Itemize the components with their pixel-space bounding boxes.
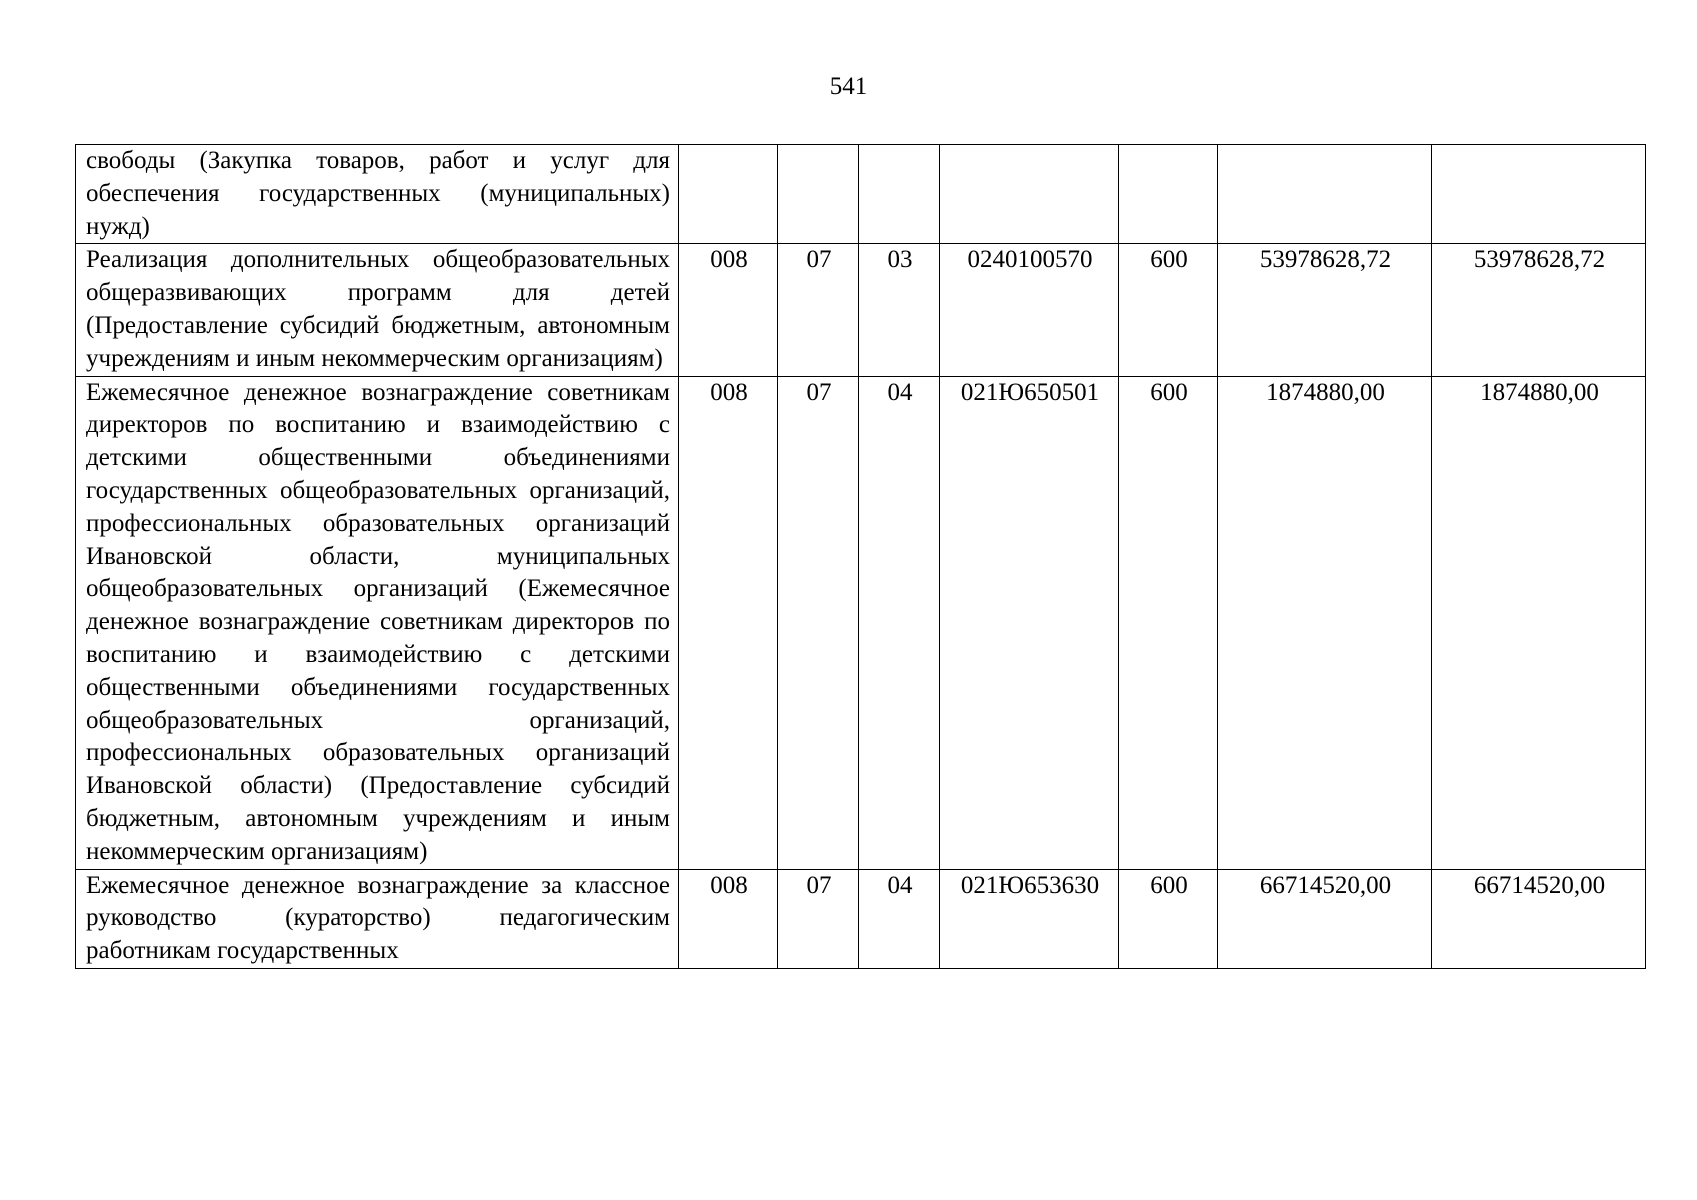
amount-year-2: 66714520,00 [1432,869,1646,968]
expense-type-code: 600 [1119,869,1218,968]
row-description: Реализация дополнительных общеобразовательных общеразвивающих программ для детей (Предоставление субсидий бюджетным, автономным учреждениям и иным некоммерческим организациям) [76,244,679,376]
subsection-code [859,145,940,244]
target-article-code: 0240100570 [940,244,1119,376]
section-code [778,145,859,244]
expense-type-code [1119,145,1218,244]
grbs-code: 008 [679,244,778,376]
amount-year-2: 53978628,72 [1432,244,1646,376]
table-row [76,869,1646,968]
subsection-code: 04 [859,376,940,869]
row-description: Ежемесячное денежное вознаграждение за классное руководство (кураторство) педагогическим работникам государственных [76,869,679,968]
row-description: Ежемесячное денежное вознаграждение советникам директоров по воспитанию и взаимодействию с детскими общественными объединениями государственных общеобразовательных организаций, профессиональных образовательных организаций Ивановской области, муниципальных общеобразовательных организаций (Ежемесячное денежное вознаграждение советникам директоров по воспитанию и взаимодействию с детскими общественными объединениями государственных общеобразовательных организаций, профессиональных образовательных организаций Ивановской области) (Предоставление субсидий бюджетным, автономным учреждениям и иным некоммерческим организациям) [76,376,679,869]
expense-type-code: 600 [1119,244,1218,376]
target-article-code: 021Ю650501 [940,376,1119,869]
budget-table [75,144,1646,969]
amount-year-1: 1874880,00 [1218,376,1432,869]
page-number: 541 [829,73,868,100]
target-article-code [940,145,1119,244]
table-row [76,145,1646,244]
section-code: 07 [778,869,859,968]
section-code: 07 [778,244,859,376]
row-description: свободы (Закупка товаров, работ и услуг для обеспечения государственных (муниципальных) нужд) [76,145,679,244]
table-row [76,376,1646,869]
amount-year-1 [1218,145,1432,244]
grbs-code [679,145,778,244]
amount-year-1: 66714520,00 [1218,869,1432,968]
subsection-code: 04 [859,869,940,968]
amount-year-1: 53978628,72 [1218,244,1432,376]
table-row [76,244,1646,376]
grbs-code: 008 [679,376,778,869]
grbs-code: 008 [679,869,778,968]
amount-year-2 [1432,145,1646,244]
expense-type-code: 600 [1119,376,1218,869]
section-code: 07 [778,376,859,869]
target-article-code: 021Ю653630 [940,869,1119,968]
subsection-code: 03 [859,244,940,376]
amount-year-2: 1874880,00 [1432,376,1646,869]
